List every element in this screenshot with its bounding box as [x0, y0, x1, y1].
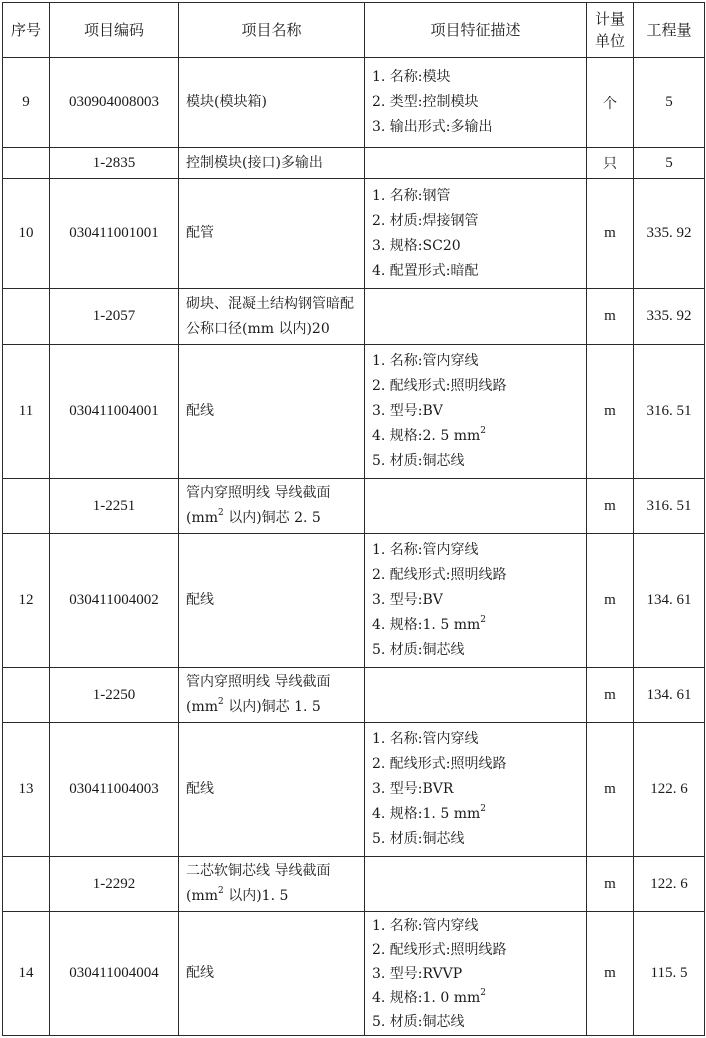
table-row — [3, 345, 705, 479]
desc-cell — [365, 148, 587, 179]
name-cell: 管内穿照明线 导线截面 ($mm^2$ 以内)铜芯 2. 5 — [179, 479, 365, 534]
name-cell: 二芯软铜芯线 导线截面 ($mm^2$ 以内)1. 5 — [179, 857, 365, 912]
desc-cell — [365, 289, 587, 345]
desc-cell — [365, 668, 587, 723]
header-row — [3, 3, 705, 58]
name-cell: 配线 — [179, 723, 365, 857]
seq-cell: 12 — [3, 534, 50, 668]
header-name: 项目名称 — [179, 3, 365, 58]
code-cell: 030411004003 — [50, 723, 179, 857]
seq-cell — [3, 148, 50, 179]
unit-cell: m — [587, 534, 634, 668]
unit-cell: 只 — [587, 148, 634, 179]
code-cell: 1-2292 — [50, 857, 179, 912]
seq-cell: 14 — [3, 912, 50, 1036]
unit-cell: m — [587, 723, 634, 857]
desc-cell: 1. 名称:钢管 2. 材质:焊接钢管 3. 规格:SC20 4. 配置形式:暗配 — [365, 179, 587, 289]
seq-cell: 13 — [3, 723, 50, 857]
seq-cell — [3, 668, 50, 723]
unit-cell: m — [587, 668, 634, 723]
table-row — [3, 534, 705, 668]
code-cell: 1-2250 — [50, 668, 179, 723]
table-row — [3, 723, 705, 857]
unit-cell: m — [587, 857, 634, 912]
name-cell: 配管 — [179, 179, 365, 289]
desc-cell: 1. 名称:管内穿线 2. 配线形式:照明线路 3. 型号:BVR 4. 规格:1. 5 $mm^2$ 5. 材质:铜芯线 — [365, 723, 587, 857]
code-cell: 1-2057 — [50, 289, 179, 345]
seq-cell: 9 — [3, 58, 50, 148]
seq-cell: 11 — [3, 345, 50, 479]
table-row — [3, 668, 705, 723]
qty-cell: 316. 51 — [634, 479, 705, 534]
code-cell: 030411004001 — [50, 345, 179, 479]
qty-cell: 335. 92 — [634, 179, 705, 289]
qty-cell: 122. 6 — [634, 857, 705, 912]
qty-cell: 134. 61 — [634, 534, 705, 668]
table-row — [3, 179, 705, 289]
code-cell: 1-2251 — [50, 479, 179, 534]
header-qty: 工程量 — [634, 3, 705, 58]
code-cell: 1-2835 — [50, 148, 179, 179]
desc-cell — [365, 479, 587, 534]
code-cell: 030411004004 — [50, 912, 179, 1036]
unit-cell: m — [587, 289, 634, 345]
desc-cell: 1. 名称:管内穿线 2. 配线形式:照明线路 3. 型号:RVVP 4. 规格:1. 0 $mm^2$ 5. 材质:铜芯线 — [365, 912, 587, 1036]
seq-cell: 10 — [3, 179, 50, 289]
name-cell: 配线 — [179, 534, 365, 668]
desc-cell: 1. 名称:管内穿线 2. 配线形式:照明线路 3. 型号:BV 4. 规格:2. 5 $mm^2$ 5. 材质:铜芯线 — [365, 345, 587, 479]
unit-cell: m — [587, 179, 634, 289]
desc-cell: 1. 名称:模块 2. 类型:控制模块 3. 输出形式:多输出 — [365, 58, 587, 148]
unit-cell: m — [587, 479, 634, 534]
code-cell: 030411004002 — [50, 534, 179, 668]
table-row — [3, 479, 705, 534]
unit-cell: 个 — [587, 58, 634, 148]
table-row — [3, 289, 705, 345]
table-row — [3, 148, 705, 179]
bill-of-quantities-table — [2, 2, 705, 1036]
name-cell: 管内穿照明线 导线截面 ($mm^2$ 以内)铜芯 1. 5 — [179, 668, 365, 723]
code-cell: 030411001001 — [50, 179, 179, 289]
header-seq: 序号 — [3, 3, 50, 58]
header-desc: 项目特征描述 — [365, 3, 587, 58]
seq-cell — [3, 857, 50, 912]
unit-cell: m — [587, 912, 634, 1036]
table-row — [3, 58, 705, 148]
qty-cell: 335. 92 — [634, 289, 705, 345]
qty-cell: 5 — [634, 58, 705, 148]
header-code: 项目编码 — [50, 3, 179, 58]
unit-cell: m — [587, 345, 634, 479]
name-cell: 模块(模块箱) — [179, 58, 365, 148]
qty-cell: 134. 61 — [634, 668, 705, 723]
desc-cell — [365, 857, 587, 912]
table-row — [3, 857, 705, 912]
name-cell: 配线 — [179, 912, 365, 1036]
seq-cell — [3, 289, 50, 345]
name-cell: 配线 — [179, 345, 365, 479]
name-cell: 控制模块(接口)多输出 — [179, 148, 365, 179]
qty-cell: 316. 51 — [634, 345, 705, 479]
qty-cell: 115. 5 — [634, 912, 705, 1036]
name-cell: 砌块、混凝土结构钢管暗配 公称口径(mm 以内)20 — [179, 289, 365, 345]
table-row — [3, 912, 705, 1036]
header-unit: 计量 单位 — [587, 3, 634, 58]
seq-cell — [3, 479, 50, 534]
qty-cell: 122. 6 — [634, 723, 705, 857]
desc-cell: 1. 名称:管内穿线 2. 配线形式:照明线路 3. 型号:BV 4. 规格:1. 5 $mm^2$ 5. 材质:铜芯线 — [365, 534, 587, 668]
qty-cell: 5 — [634, 148, 705, 179]
code-cell: 030904008003 — [50, 58, 179, 148]
